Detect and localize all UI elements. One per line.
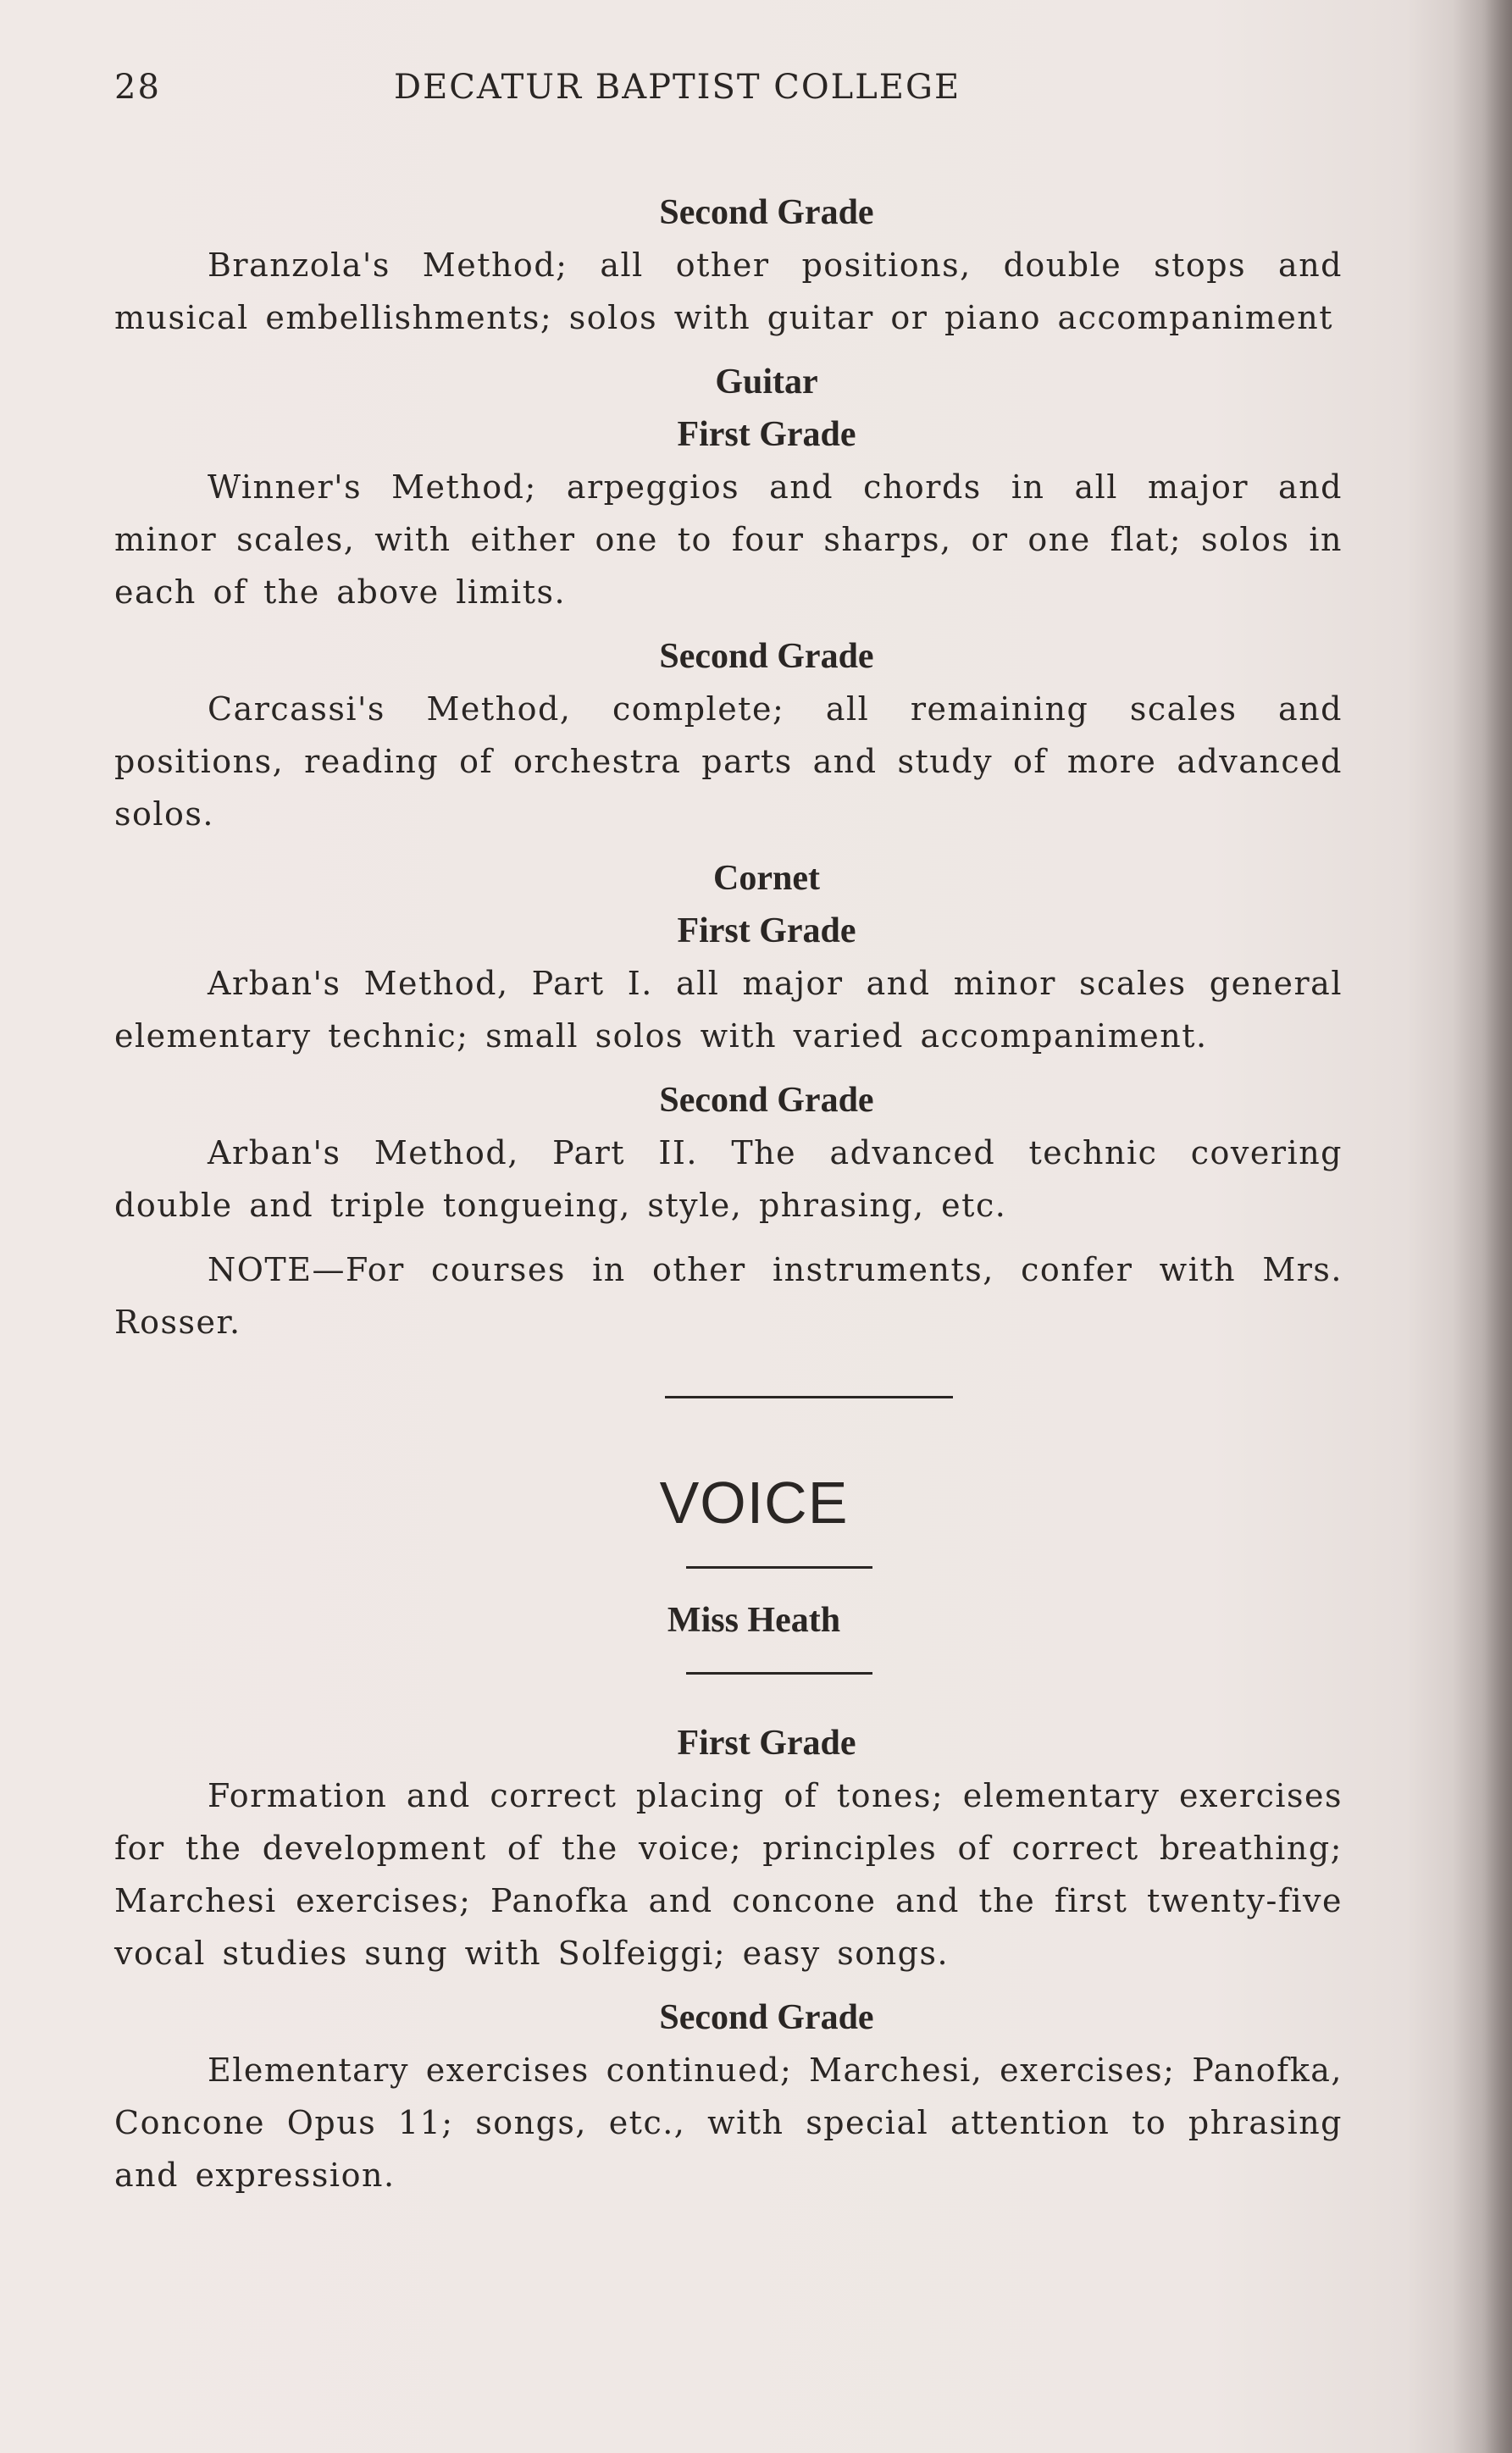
voice-second-grade-text: Elementary exercises continued; Marchesi, exercises; Panofka, Concone Opus 11; songs, etc., with special attention to phrasing and expression. <box>114 2052 1343 2194</box>
cornet-second-grade-heading: Second Grade <box>659 1081 874 1120</box>
page-content <box>114 68 1343 2213</box>
voice-title-rule <box>686 1566 872 1569</box>
voice-first-grade-text: Formation and correct placing of tones; elementary exercises for the development of the voice; principles of correct breathing; Marchesi exercises; Panofka and concone and the first twenty-five vocal studies sung with Solfeiggi; easy songs. <box>114 1777 1343 1972</box>
guitar-second-grade-text: Carcassi's Method, complete; all remaining scales and positions, reading of orchestra parts and study of more advanced solos. <box>114 690 1343 833</box>
cornet-first-grade-heading: First Grade <box>677 911 856 950</box>
running-title: DECATUR BAPTIST COLLEGE <box>394 68 961 107</box>
cornet-first-grade-text: Arban's Method, Part I. all major and minor scales general elementary technic; small solos with varied accompaniment. <box>114 965 1343 1055</box>
guitar-first-grade-heading: First Grade <box>677 415 856 454</box>
voice-second-grade-heading: Second Grade <box>659 1998 874 2037</box>
violin-second-grade-heading: Second Grade <box>659 193 874 232</box>
cornet-note: NOTE—For courses in other instruments, confer with Mrs. Rosser. <box>114 1251 1343 1341</box>
violin-second-grade-text: Branzola's Method; all other positions, double stops and musical embellishments; solos with guitar or piano accompaniment <box>114 246 1343 336</box>
guitar-heading: Guitar <box>715 363 818 401</box>
cornet-heading: Cornet <box>713 859 820 898</box>
voice-instructor: Miss Heath <box>667 1601 841 1640</box>
section-divider <box>665 1396 953 1398</box>
guitar-second-grade-heading: Second Grade <box>659 637 874 676</box>
binding-shadow <box>1453 0 1512 2453</box>
cornet-second-grade-text: Arban's Method, Part II. The advanced technic covering double and triple tongueing, style, phrasing, etc. <box>114 1134 1343 1224</box>
voice-first-grade-heading: First Grade <box>677 1724 856 1763</box>
running-head <box>114 68 1343 127</box>
voice-section-title: VOICE <box>659 1470 849 1536</box>
instructor-rule <box>686 1672 872 1675</box>
guitar-first-grade-text: Winner's Method; arpeggios and chords in all major and minor scales, with either one to four sharps, or one flat; solos in each of the above limits. <box>114 468 1343 611</box>
page-number: 28 <box>114 68 161 107</box>
